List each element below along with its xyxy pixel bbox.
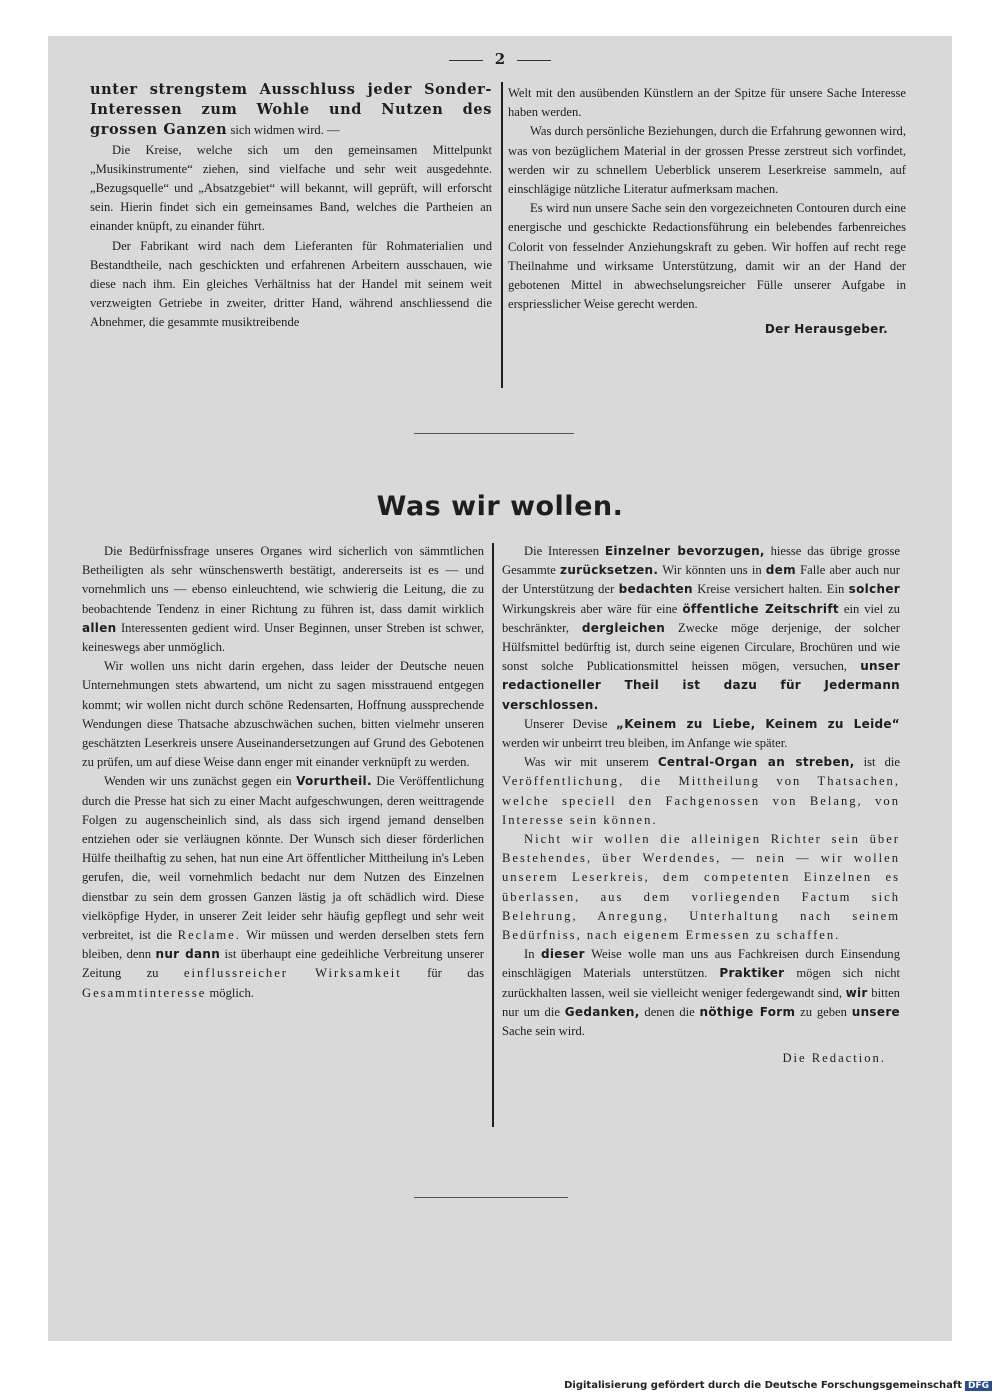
- article-left-column: [82, 542, 484, 1003]
- top-right-paragraph-3: Es wird nun unsere Sache sein den vorgezeichneten Contouren durch eine energische und geschickte Redactionsführung ein belebendes farbenreiches Colorit von fesselnder Anziehungskraft zu geben. Wir hoffen auf recht rege Theilnahme und wirksame Unterstützung, damit wir an der Hand der gebotenen Mittel in abwechselungsreicher Fülle unserer Aufgabe in erspriesslicher Weise gerecht werden.: [508, 201, 906, 312]
- top-right-paragraph-2: Was durch persönliche Beziehungen, durch die Erfahrung gewonnen wird, was von bezüglichem Material in der grossen Presse zerstreut sich vorfindet, werden wir zu schnellem Ueberblick unserem Leserkreise sammeln, auf einschlägige nützliche Literatur aufmerksam machen.: [508, 124, 906, 197]
- top-left-paragraph-1: unter strengstem Ausschluss jeder Sonder-Interessen zum Wohle und Nutzen des grossen Ganzen sich widmen wird. —: [90, 81, 492, 139]
- page-number: 2: [48, 50, 952, 68]
- dfg-logo: DFG: [965, 1381, 992, 1391]
- article-left-paragraph-1: Die Bedürfnissfrage unseres Organes wird sicherlich von sämmtlichen Betheiligten als sehr wünschenswerth bestätigt, andererseits ist es — und vornehmlich uns — ebenso einleuchtend, wie schwierig die Leitung, die zu beobachtende Tendenz in einer Richtung zu führen ist, dass damit wirklich allen Interessenten gedient wird. Unser Beginnen, unser Streben ist schwer, keineswegs aber unmöglich.: [82, 544, 484, 655]
- top-left-paragraph-2: Die Kreise, welche sich um den gemeinsamen Mittelpunkt „Musikinstrumente“ ziehen, sind vielfache und sehr weit ausgedehnte. „Bezugsquelle“ und „Absatzgebiet“ will bekannt, will geprüft, will erforscht sein. Hierin findet sich ein gemeinsames Band, welches die Partheien an einander knüpft, zu einander führt.: [90, 142, 492, 234]
- article-right-column: [502, 542, 900, 1068]
- article-right-paragraph-4: Nicht wir wollen die alleinigen Richter sein über Bestehendes, über Werdendes, — nein — wir wollen unserem Leserkreis, dem competenten Einzelnen es überlassen, aus dem vorliegenden Factum sich Belehrung, Anregung, Unterhaltung nach seinem Bedürfniss, nach eigenem Ermessen zu schaffen.: [502, 832, 900, 943]
- article-right-paragraph-2: Unserer Devise „Keinem zu Liebe, Keinem zu Leide“ werden wir unbeirrt treu bleiben, im Anfange wie später.: [502, 716, 900, 751]
- page-number-left-dash: [449, 60, 483, 61]
- top-right-column: [508, 84, 906, 340]
- footer-credit: Digitalisierung gefördert durch die Deutsche Forschungsgemeinschaft DFG: [564, 1380, 992, 1391]
- section-divider-bottom: [414, 1197, 568, 1198]
- article-column-divider: [492, 543, 494, 1127]
- article-title: Was wir wollen.: [376, 491, 624, 522]
- article-left-paragraph-2: Wir wollen uns nicht darin ergehen, dass leider der Deutsche neuen Unternehmungen stets abwartend, um nicht zu sagen misstrauend entgegen kommt; wir wollen nicht durch schöne Redensarten, Hoffnung aussprechende Wendungen diese Thatsache abzuschwächen suchen, bitten vielmehr unseren geschätzten Leserkreis unsere Auseinandersetzungen auf Grund des Gebotenen zu prüfen, um auf diese Weise dann enger mit einander verknüpft zu werden.: [82, 659, 484, 770]
- article-signature: Die Redaction.: [782, 1051, 886, 1066]
- top-signature: Der Herausgeber.: [764, 322, 888, 337]
- scanned-page: [48, 36, 952, 1341]
- top-left-column: [90, 80, 492, 333]
- article-right-paragraph-3: Was wir mit unserem Central-Organ an streben, ist die Veröffentlichung, die Mittheilung von Thatsachen, welche speciell den Fachgenossen von Belang, von Interesse sein können.: [502, 755, 900, 827]
- article-right-paragraph-1: Die Interessen Einzelner bevorzugen, hiesse das übrige grosse Gesammte zurücksetzen. Wir könnten uns in dem Falle aber auch nur der Unterstützung der bedachten Kreise versichert halten. Ein solcher Wirkungskreis aber wäre für eine öffentliche Zeitschrift ein viel zu beschränkter, dergleichen Zwecke möge derjenige, der solcher Hülfsmittel bedürftig ist, durch seine eigenen Circulare, Brochüren und wie sonst solche Publicationsmittel heissen mögen, versuchen, unser redactioneller Theil ist dazu für Jedermann verschlossen.: [502, 544, 900, 712]
- section-divider-top: [414, 433, 574, 434]
- top-right-paragraph-1: Welt mit den ausübenden Künstlern an der Spitze für unsere Sache Interesse haben werden.: [508, 86, 906, 120]
- top-column-divider: [501, 82, 503, 388]
- article-left-paragraph-3: Wenden wir uns zunächst gegen ein Vorurtheil. Die Veröffentlichung durch die Presse hat sich zu einer Macht aufgeschwungen, deren weittragende Folgen zu augenscheinlich sind, als dass sich irgend jemand denselben entziehen oder sie verläugnen könnte. Der Wunsch sich dieser förderlichen Hülfe theilhaftig zu sehen, hat nun eine Art öffentlicher Mittheilung in's Leben gerufen, die, weil vornehmlich bedacht nur dem Nutzen des Einzelnen dienstbar zu sein dem grossen Ganzen lästig ja oft schädlich wird. Diese vielköpfige Hyder, in unserer Zeit leider sehr häufig gepflegt und sehr weit verbreitet, ist die Reclame. Wir müssen und werden derselben stets fern bleiben, denn nur dann ist überhaupt eine gedeihliche Verbreitung unserer Zeitung zu einflussreicher Wirksamkeit für das Gesammtinteresse möglich.: [82, 774, 485, 1000]
- top-left-paragraph-3: Der Fabrikant wird nach dem Lieferanten für Rohmaterialien und Bestandtheile, nach geschickten und erfahrenen Arbeitern ausschauen, wie diese nach ihm. Ein gleiches Verhältniss hat der Handel mit seinem weit verzweigten Getriebe in zweiter, dritter Hand, während anschliessend die Abnehmer, die gesammte musiktreibende: [90, 238, 492, 330]
- page-number-right-dash: [517, 60, 551, 61]
- article-right-paragraph-5: In dieser Weise wolle man uns aus Fachkreisen durch Einsendung einschlägigen Materials unterstützen. Praktiker mögen sich nicht zurückhalten lassen, weil sie vielleicht weniger federgewandt sind, wir bitten nur um die Gedanken, denen die nöthige Form zu geben unsere Sache sein wird.: [502, 947, 900, 1039]
